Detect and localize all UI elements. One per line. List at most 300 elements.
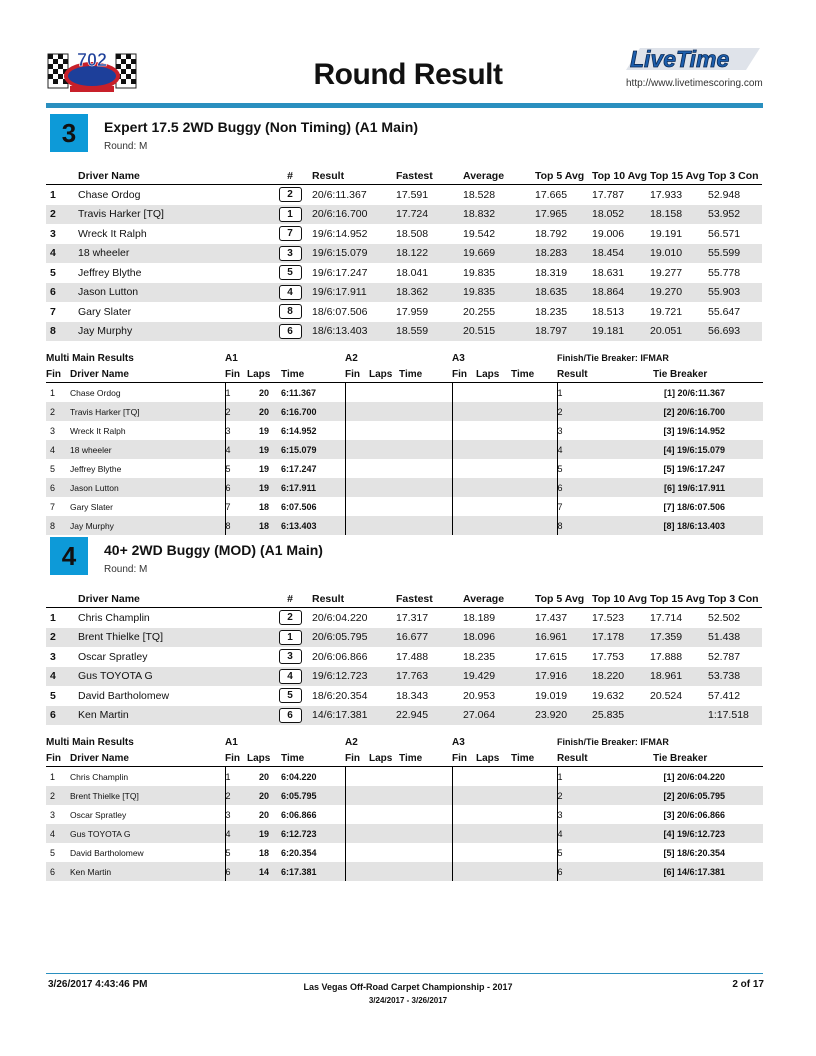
top10-avg: 18.631 bbox=[592, 266, 625, 279]
top15-avg bbox=[650, 706, 708, 726]
car-number-cell bbox=[268, 647, 312, 667]
driver-name: Wreck It Ralph bbox=[78, 227, 147, 240]
car-number: 3 bbox=[279, 246, 302, 261]
a1-laps: 14 bbox=[247, 862, 281, 881]
a1-time: 6:07.506 bbox=[281, 501, 317, 512]
driver-name: Ken Martin bbox=[70, 862, 225, 881]
a2-time bbox=[399, 805, 452, 824]
top5-avg: 18.635 bbox=[535, 283, 592, 303]
finish-position: 1 bbox=[50, 188, 56, 201]
result-table bbox=[46, 585, 762, 725]
top5-avg: 19.019 bbox=[535, 689, 568, 702]
a2-fin bbox=[345, 478, 369, 497]
a2-time bbox=[399, 516, 452, 535]
header-rule bbox=[46, 103, 763, 108]
top15-avg: 19.010 bbox=[650, 244, 708, 264]
average: 18.528 bbox=[463, 188, 496, 201]
average: 18.235 bbox=[463, 650, 496, 663]
a1-fin: 1 bbox=[225, 383, 247, 403]
finish-position: 6 bbox=[46, 706, 78, 726]
col-top10-avg: Top 10 Avg bbox=[592, 593, 648, 605]
finish-position: 6 bbox=[46, 283, 78, 303]
col-a3-time: Time bbox=[511, 368, 535, 380]
a2-time bbox=[399, 843, 452, 862]
table-row bbox=[46, 843, 763, 862]
tie-breaker: [6] 19/6:17.911 bbox=[653, 478, 763, 497]
overall-result: 5 bbox=[557, 843, 653, 862]
driver-name: Oscar Spratley bbox=[78, 650, 148, 663]
car-number-cell bbox=[268, 283, 312, 303]
top3-con: 53.952 bbox=[708, 205, 762, 225]
result: 20/6:16.700 bbox=[312, 205, 396, 225]
a1-fin: 5 bbox=[225, 459, 247, 478]
table-row bbox=[46, 805, 763, 824]
table-row bbox=[46, 686, 762, 706]
col-a1-time: Time bbox=[281, 368, 305, 380]
col-top5-avg: Top 5 Avg bbox=[535, 593, 585, 605]
a1-laps: 20 bbox=[259, 809, 270, 820]
multi-main-table bbox=[46, 734, 763, 881]
a3-fin bbox=[452, 421, 476, 440]
table-row bbox=[46, 302, 762, 322]
top5-avg: 17.965 bbox=[535, 205, 592, 225]
col-a1-laps: Laps bbox=[247, 368, 271, 380]
a2-laps bbox=[369, 516, 399, 535]
a3-fin bbox=[452, 383, 476, 403]
a1-laps: 20 bbox=[247, 402, 281, 421]
fastest: 18.559 bbox=[396, 322, 463, 342]
tie-breaker: [2] 20/6:05.795 bbox=[653, 786, 763, 805]
top3-con: 53.738 bbox=[708, 667, 762, 687]
result: 18/6:13.403 bbox=[312, 322, 396, 342]
a3-time bbox=[511, 786, 557, 805]
tie-breaker: [2] 20/6:16.700 bbox=[653, 402, 763, 421]
car-number-cell bbox=[268, 185, 312, 205]
finish-position: 7 bbox=[50, 501, 56, 512]
finish-position: 2 bbox=[46, 402, 70, 421]
col-a2-time: Time bbox=[399, 368, 423, 380]
car-number: 2 bbox=[279, 187, 302, 202]
top3-con: 55.903 bbox=[708, 283, 762, 303]
result: 19/6:17.247 bbox=[312, 266, 368, 279]
a2-fin bbox=[345, 516, 369, 535]
car-number-cell bbox=[268, 608, 312, 628]
top15-avg: 19.270 bbox=[650, 283, 708, 303]
col-result: Result bbox=[312, 593, 345, 605]
top5-avg: 18.792 bbox=[535, 227, 568, 240]
a2-fin bbox=[345, 843, 369, 862]
a1-fin: 6 bbox=[225, 862, 247, 881]
finish-position: 6 bbox=[46, 478, 70, 497]
car-number: 2 bbox=[279, 610, 302, 625]
a2-laps bbox=[369, 383, 399, 403]
car-number-cell bbox=[268, 244, 312, 264]
average: 18.096 bbox=[463, 628, 535, 648]
car-number: 6 bbox=[279, 324, 302, 339]
overall-result: 5 bbox=[557, 459, 653, 478]
top3-con: 56.571 bbox=[708, 227, 741, 240]
result: 19/6:12.723 bbox=[312, 667, 396, 687]
a2-time bbox=[399, 786, 452, 805]
multi-main-header-row bbox=[46, 750, 763, 767]
result: 20/6:05.795 bbox=[312, 628, 396, 648]
top10-avg: 17.787 bbox=[592, 188, 625, 201]
a3-time bbox=[511, 767, 557, 787]
fastest: 18.362 bbox=[396, 283, 463, 303]
table-row bbox=[46, 516, 763, 535]
driver-name: Chris Champlin bbox=[70, 771, 129, 782]
finish-position: 8 bbox=[46, 516, 70, 535]
result: 19/6:17.911 bbox=[312, 283, 396, 303]
table-row bbox=[46, 383, 763, 403]
a3-laps bbox=[476, 516, 511, 535]
average: 18.189 bbox=[463, 611, 496, 624]
finish-position: 1 bbox=[50, 611, 56, 624]
top10-avg: 25.835 bbox=[592, 706, 650, 726]
a1-laps: 19 bbox=[259, 425, 270, 436]
finish-position: 5 bbox=[50, 689, 56, 702]
multi-main-header-row bbox=[46, 366, 763, 383]
race-title: 40+ 2WD Buggy (MOD) (A1 Main) bbox=[104, 542, 323, 558]
tie-breaker-rule: Finish/Tie Breaker: IFMAR bbox=[557, 353, 669, 363]
col-pos bbox=[46, 162, 78, 185]
top3-con: 56.693 bbox=[708, 322, 762, 342]
a3-heading: A3 bbox=[452, 352, 465, 364]
a3-laps bbox=[476, 786, 511, 805]
driver-name: Jason Lutton bbox=[70, 478, 225, 497]
a3-time bbox=[511, 459, 557, 478]
multi-main-title: Multi Main Results bbox=[46, 352, 134, 364]
car-number: 5 bbox=[279, 688, 302, 703]
a1-laps: 19 bbox=[247, 440, 281, 459]
race-title: Expert 17.5 2WD Buggy (Non Timing) (A1 Main) bbox=[104, 119, 418, 135]
a3-fin bbox=[452, 440, 476, 459]
average: 19.669 bbox=[463, 244, 535, 264]
a3-time bbox=[511, 516, 557, 535]
a1-time: 6:13.403 bbox=[281, 516, 345, 535]
a1-fin: 1 bbox=[225, 767, 247, 787]
table-row bbox=[46, 421, 763, 440]
a2-time bbox=[399, 497, 452, 516]
overall-result: 3 bbox=[557, 421, 653, 440]
table-row bbox=[46, 706, 762, 726]
table-row bbox=[46, 767, 763, 787]
a1-heading: A1 bbox=[225, 352, 238, 364]
a2-laps bbox=[369, 440, 399, 459]
tie-breaker: [1] 20/6:11.367 bbox=[663, 387, 726, 398]
finish-position: 3 bbox=[50, 425, 56, 436]
col-top3-con: Top 3 Con bbox=[708, 593, 759, 605]
a2-fin bbox=[345, 383, 369, 403]
top5-avg: 18.235 bbox=[535, 305, 568, 318]
driver-name: Oscar Spratley bbox=[70, 809, 127, 820]
col-a3-laps: Laps bbox=[476, 752, 500, 764]
tie-breaker: [7] 18/6:07.506 bbox=[663, 501, 726, 512]
a2-laps bbox=[369, 459, 399, 478]
col-top5-avg: Top 5 Avg bbox=[535, 170, 585, 182]
table-row bbox=[46, 647, 762, 667]
car-number-cell bbox=[268, 205, 312, 225]
fastest: 17.724 bbox=[396, 205, 463, 225]
fastest: 17.317 bbox=[396, 611, 429, 624]
driver-name: Wreck It Ralph bbox=[70, 425, 126, 436]
average: 19.542 bbox=[463, 227, 496, 240]
result: 18/6:07.506 bbox=[312, 305, 368, 318]
top3-con: 52.502 bbox=[708, 611, 741, 624]
fastest: 22.945 bbox=[396, 706, 463, 726]
top15-avg: 18.158 bbox=[650, 205, 708, 225]
overall-result: 3 bbox=[557, 805, 653, 824]
footer-event-name: Las Vegas Off-Road Carpet Championship - 2017 bbox=[303, 982, 513, 992]
a2-time bbox=[399, 478, 452, 497]
top3-con: 57.412 bbox=[708, 689, 741, 702]
table-row bbox=[46, 185, 762, 205]
a1-laps: 18 bbox=[247, 516, 281, 535]
average: 19.835 bbox=[463, 266, 496, 279]
a1-time: 6:04.220 bbox=[281, 771, 317, 782]
car-number: 4 bbox=[279, 669, 302, 684]
col-a1-fin: Fin bbox=[225, 752, 241, 764]
overall-result: 2 bbox=[557, 786, 653, 805]
a1-fin: 7 bbox=[225, 497, 247, 516]
a2-time bbox=[399, 824, 452, 843]
finish-position: 5 bbox=[50, 463, 56, 474]
finish-position: 5 bbox=[50, 266, 56, 279]
a1-time: 6:06.866 bbox=[281, 809, 317, 820]
col-average: Average bbox=[463, 593, 505, 605]
average: 20.255 bbox=[463, 305, 496, 318]
col-a2-laps: Laps bbox=[369, 368, 393, 380]
table-row bbox=[46, 283, 762, 303]
top10-avg: 18.220 bbox=[592, 667, 650, 687]
top10-avg: 19.181 bbox=[592, 322, 650, 342]
top10-avg: 17.523 bbox=[592, 611, 625, 624]
a3-laps bbox=[476, 402, 511, 421]
driver-name: Gary Slater bbox=[70, 501, 113, 512]
overall-result: 2 bbox=[557, 402, 653, 421]
col-fastest: Fastest bbox=[396, 593, 433, 605]
a2-fin bbox=[345, 497, 369, 516]
col-top3-con: Top 3 Con bbox=[708, 170, 759, 182]
a1-time: 6:17.381 bbox=[281, 862, 345, 881]
race-number-badge: 4 bbox=[50, 537, 88, 575]
footer-page-number: 2 of 17 bbox=[732, 979, 764, 990]
average: 20.953 bbox=[463, 689, 496, 702]
car-number: 1 bbox=[279, 207, 302, 222]
multi-main-title-row bbox=[46, 734, 763, 750]
club-logo-number: 702 bbox=[76, 50, 108, 70]
top10-avg: 17.178 bbox=[592, 628, 650, 648]
fastest: 16.677 bbox=[396, 628, 463, 648]
livetime-logo-text: LiveTime bbox=[630, 46, 730, 72]
a1-laps: 19 bbox=[247, 478, 281, 497]
table-row bbox=[46, 402, 763, 421]
a1-laps: 18 bbox=[259, 501, 270, 512]
a2-laps bbox=[369, 862, 399, 881]
top3-con: 55.778 bbox=[708, 266, 741, 279]
tie-breaker-rule: Finish/Tie Breaker: IFMAR bbox=[557, 737, 669, 747]
footer-event-dates: 3/24/2017 - 3/26/2017 bbox=[368, 996, 448, 1005]
fastest: 18.508 bbox=[396, 227, 429, 240]
fastest: 18.041 bbox=[396, 266, 429, 279]
finish-position: 4 bbox=[46, 824, 70, 843]
finish-position: 2 bbox=[46, 628, 78, 648]
average: 18.832 bbox=[463, 205, 535, 225]
driver-name: Jason Lutton bbox=[78, 283, 268, 303]
a2-laps bbox=[369, 805, 399, 824]
top10-avg: 18.864 bbox=[592, 283, 650, 303]
tie-breaker: [4] 19/6:15.079 bbox=[653, 440, 763, 459]
finish-position: 7 bbox=[50, 305, 56, 318]
top15-avg: 17.933 bbox=[650, 188, 683, 201]
a2-fin bbox=[345, 824, 369, 843]
a1-time: 6:05.795 bbox=[281, 786, 345, 805]
a1-laps: 18 bbox=[259, 847, 270, 858]
fastest: 18.343 bbox=[396, 689, 429, 702]
a3-laps bbox=[476, 497, 511, 516]
top5-avg: 17.615 bbox=[535, 650, 568, 663]
tie-breaker: [3] 19/6:14.952 bbox=[663, 425, 726, 436]
tie-breaker: [4] 19/6:12.723 bbox=[653, 824, 763, 843]
driver-name: Gus TOYOTA G bbox=[70, 824, 225, 843]
col-a2-fin: Fin bbox=[345, 752, 361, 764]
a1-laps: 19 bbox=[259, 463, 270, 474]
table-row bbox=[46, 608, 762, 628]
result: 19/6:14.952 bbox=[312, 227, 368, 240]
average: 19.835 bbox=[463, 283, 535, 303]
top5-avg: 17.665 bbox=[535, 188, 568, 201]
a2-fin bbox=[345, 862, 369, 881]
a2-laps bbox=[369, 478, 399, 497]
a3-laps bbox=[476, 805, 511, 824]
finish-position: 2 bbox=[46, 205, 78, 225]
car-number: 4 bbox=[279, 285, 302, 300]
driver-name: Ken Martin bbox=[78, 706, 268, 726]
a1-time: 6:17.247 bbox=[281, 463, 317, 474]
col-result: Result bbox=[312, 170, 345, 182]
a2-time bbox=[399, 440, 452, 459]
top15-avg: 17.714 bbox=[650, 611, 683, 624]
a3-time bbox=[511, 862, 557, 881]
col-a3-time: Time bbox=[511, 752, 535, 764]
car-number: 3 bbox=[279, 649, 302, 664]
a2-laps bbox=[369, 402, 399, 421]
a3-time bbox=[511, 824, 557, 843]
table-row bbox=[46, 628, 762, 648]
table-row bbox=[46, 786, 763, 805]
car-number-cell bbox=[268, 224, 312, 244]
a1-fin: 8 bbox=[225, 516, 247, 535]
a3-laps bbox=[476, 421, 511, 440]
overall-result: 6 bbox=[557, 862, 653, 881]
a3-laps bbox=[476, 862, 511, 881]
top10-avg: 18.454 bbox=[592, 244, 650, 264]
top10-avg: 17.753 bbox=[592, 650, 625, 663]
col-tie-breaker: Tie Breaker bbox=[653, 368, 708, 380]
a2-fin bbox=[345, 786, 369, 805]
a1-laps: 20 bbox=[259, 387, 270, 398]
result: 20/6:11.367 bbox=[312, 188, 367, 201]
table-row bbox=[46, 667, 762, 687]
a2-heading: A2 bbox=[345, 736, 358, 748]
col-a2-laps: Laps bbox=[369, 752, 393, 764]
driver-name: Gus TOYOTA G bbox=[78, 667, 268, 687]
a2-laps bbox=[369, 767, 399, 787]
a1-laps: 20 bbox=[259, 771, 270, 782]
overall-result: 6 bbox=[557, 478, 653, 497]
a1-time: 6:14.952 bbox=[281, 425, 317, 436]
top10-avg: 19.632 bbox=[592, 689, 625, 702]
top3-con: 52.948 bbox=[708, 188, 741, 201]
a3-fin bbox=[452, 843, 476, 862]
a3-fin bbox=[452, 824, 476, 843]
car-number-cell bbox=[268, 302, 312, 322]
a3-time bbox=[511, 843, 557, 862]
top15-avg: 20.051 bbox=[650, 322, 708, 342]
table-row bbox=[46, 824, 763, 843]
a1-fin: 3 bbox=[225, 421, 247, 440]
result: 19/6:15.079 bbox=[312, 244, 396, 264]
a2-time bbox=[399, 459, 452, 478]
a2-time bbox=[399, 421, 452, 440]
tie-breaker: [1] 20/6:04.220 bbox=[663, 771, 726, 782]
finish-position: 3 bbox=[50, 650, 56, 663]
a1-heading: A1 bbox=[225, 736, 238, 748]
a3-fin bbox=[452, 516, 476, 535]
top5-avg: 17.437 bbox=[535, 611, 568, 624]
driver-name: David Bartholomew bbox=[78, 689, 170, 702]
livetime-url[interactable]: http://www.livetimescoring.com bbox=[626, 78, 763, 89]
a2-time bbox=[399, 383, 452, 403]
page-title: Round Result bbox=[313, 58, 503, 91]
average: 19.429 bbox=[463, 667, 535, 687]
a3-laps bbox=[476, 440, 511, 459]
table-row bbox=[46, 497, 763, 516]
fastest: 17.959 bbox=[396, 305, 429, 318]
a3-laps bbox=[476, 767, 511, 787]
a3-time bbox=[511, 440, 557, 459]
race-round: Round: M bbox=[104, 141, 148, 152]
driver-name: Travis Harker [TQ] bbox=[70, 402, 225, 421]
col-result: Result bbox=[557, 752, 588, 764]
overall-result: 4 bbox=[557, 824, 653, 843]
result: 14/6:17.381 bbox=[312, 706, 396, 726]
table-row bbox=[46, 440, 763, 459]
top3-con: 55.599 bbox=[708, 244, 762, 264]
a3-laps bbox=[476, 843, 511, 862]
car-number-cell bbox=[268, 628, 312, 648]
finish-position: 1 bbox=[50, 771, 56, 782]
col-a2-time: Time bbox=[399, 752, 423, 764]
tie-breaker: [5] 18/6:20.354 bbox=[663, 847, 726, 858]
a2-time bbox=[399, 862, 452, 881]
col-a3-laps: Laps bbox=[476, 368, 500, 380]
a1-time: 6:15.079 bbox=[281, 440, 345, 459]
col-pos bbox=[46, 585, 78, 608]
car-number-cell bbox=[268, 322, 312, 342]
finish-position: 3 bbox=[50, 227, 56, 240]
a3-laps bbox=[476, 383, 511, 403]
a1-fin: 6 bbox=[225, 478, 247, 497]
driver-name: 18 wheeler bbox=[70, 440, 225, 459]
finish-position: 1 bbox=[50, 387, 56, 398]
driver-name: Chase Ordog bbox=[78, 188, 141, 201]
table-row bbox=[46, 244, 762, 264]
a3-laps bbox=[476, 459, 511, 478]
col-top15-avg: Top 15 Avg bbox=[650, 170, 706, 182]
multi-main-table bbox=[46, 350, 763, 535]
col-a1-laps: Laps bbox=[247, 752, 271, 764]
